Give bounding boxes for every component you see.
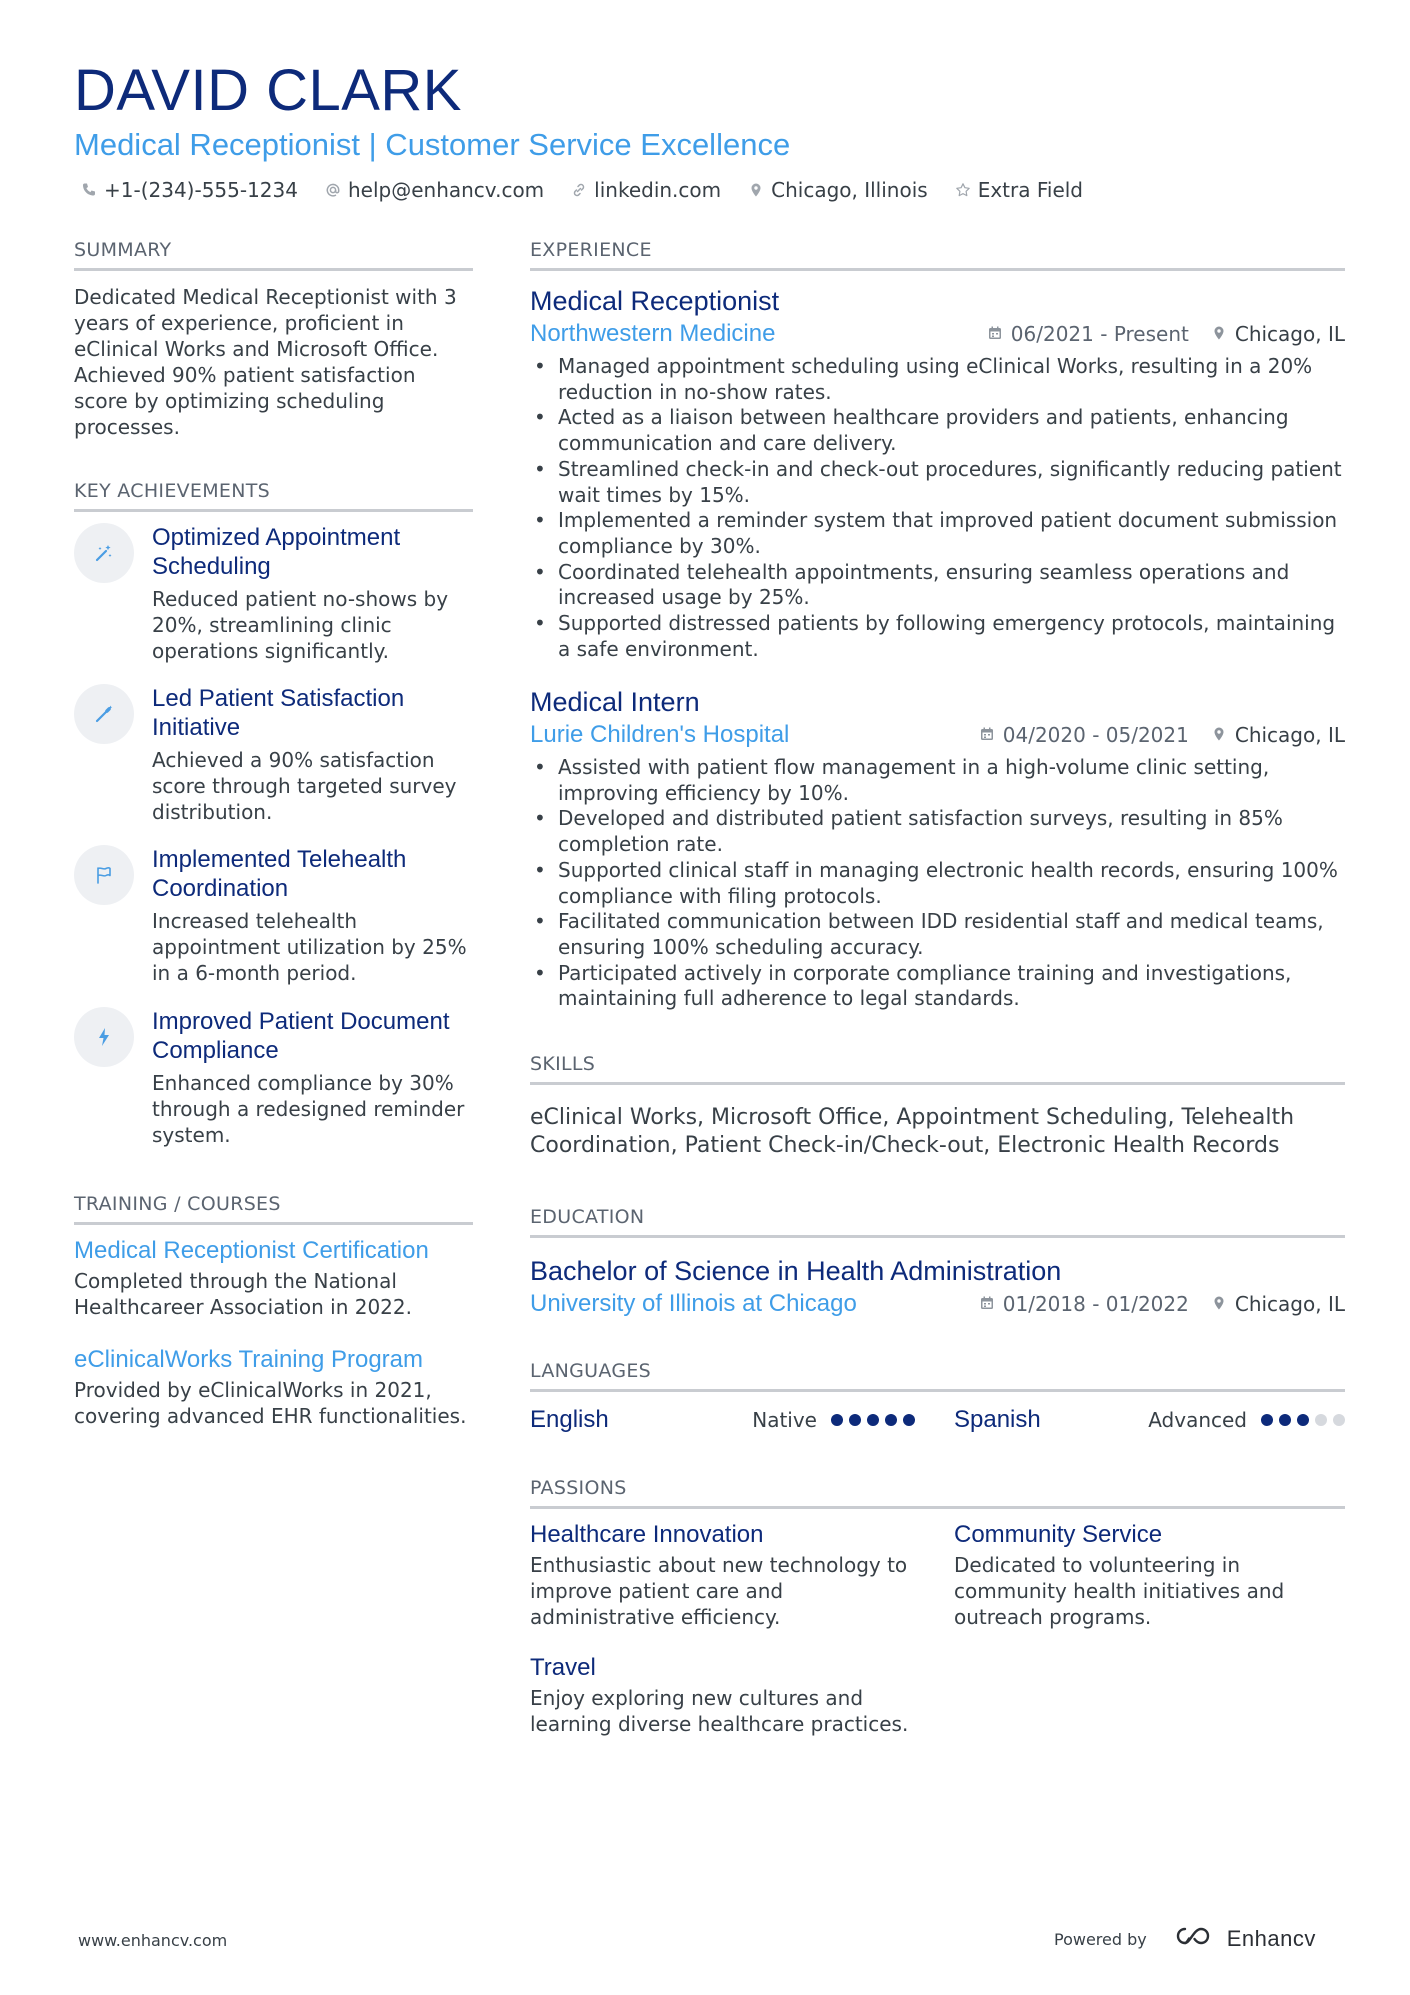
map-pin-icon xyxy=(1211,723,1227,747)
wand-icon xyxy=(74,684,134,744)
bullet-item: • Implemented a reminder system that improved patient document submission compliance by 30%. xyxy=(530,508,1345,559)
star-icon xyxy=(954,181,972,199)
rating-dot-filled xyxy=(1261,1414,1273,1426)
location-text: Chicago, Illinois xyxy=(771,178,928,202)
achievement-item xyxy=(74,523,473,664)
bullet-item: • Participated actively in corporate compliance training and investigations, maintaining full adherence to legal standards. xyxy=(530,961,1345,1012)
achievement-item xyxy=(74,684,473,825)
experience-entry xyxy=(530,285,1345,662)
rating-dot-filled xyxy=(885,1414,897,1426)
passion-item xyxy=(530,1520,915,1630)
passions-heading: PASSIONS xyxy=(530,1477,1345,1509)
calendar-icon xyxy=(979,1292,995,1316)
course-desc: Completed through the National Healthcareer Association in 2022. xyxy=(74,1269,412,1319)
achievement-title: Optimized Appointment Scheduling xyxy=(152,524,401,580)
education-entry xyxy=(530,1255,1345,1318)
rating-dot-empty xyxy=(1333,1414,1345,1426)
achievement-item xyxy=(74,845,473,986)
bullet-item: • Assisted with patient flow management in a high-volume clinic setting, improving efficiency by 10%. xyxy=(530,755,1345,806)
education-location: Chicago, IL xyxy=(1234,1292,1345,1316)
job-dates: 04/2020 - 05/2021 xyxy=(1002,723,1189,747)
skills-heading: SKILLS xyxy=(530,1053,1345,1085)
bullet-item: • Supported distressed patients by following emergency protocols, maintaining a safe environment. xyxy=(530,611,1345,662)
job-bullets xyxy=(530,354,1345,662)
extra-text: Extra Field xyxy=(977,178,1083,202)
language-rating xyxy=(831,1414,915,1426)
map-pin-icon xyxy=(1211,1292,1227,1316)
infinity-logo-icon xyxy=(1173,1924,1219,1954)
bullet-item: • Coordinated telehealth appointments, ensuring seamless operations and increased usage by 25%. xyxy=(530,560,1345,611)
at-icon xyxy=(324,181,342,199)
candidate-headline: Medical Receptionist | Customer Service Excellence xyxy=(74,127,791,162)
phone-text: +1-(234)-555-1234 xyxy=(104,178,298,202)
training-item xyxy=(74,1236,473,1320)
course-title: eClinicalWorks Training Program xyxy=(74,1346,424,1373)
phone-icon xyxy=(80,181,98,199)
achievement-desc: Achieved a 90% satisfaction score through targeted survey distribution. xyxy=(152,748,457,824)
map-pin-icon xyxy=(1211,322,1227,346)
course-title: Medical Receptionist Certification xyxy=(74,1237,429,1264)
training-heading: TRAINING / COURSES xyxy=(74,1193,473,1225)
bullet-item: • Acted as a liaison between healthcare providers and patients, enhancing communication and care delivery. xyxy=(530,405,1345,456)
bullet-item: • Streamlined check-in and check-out procedures, significantly reducing patient wait times by 15%. xyxy=(530,457,1345,508)
achievement-title: Improved Patient Document Compliance xyxy=(152,1008,450,1064)
footer-url[interactable]: www.enhancv.com xyxy=(78,1931,228,1950)
bullet-item: • Supported clinical staff in managing electronic health records, ensuring 100% compliance with filing protocols. xyxy=(530,858,1345,909)
magic-wand-icon xyxy=(74,523,134,583)
powered-by-text: Powered by xyxy=(1054,1929,1147,1949)
contact-extra xyxy=(954,178,1083,202)
experience-entry xyxy=(530,686,1345,1012)
calendar-icon xyxy=(979,723,995,747)
passion-item xyxy=(530,1653,915,1737)
rating-dot-filled xyxy=(903,1414,915,1426)
job-location: Chicago, IL xyxy=(1234,723,1345,747)
degree-title: Bachelor of Science in Health Administration xyxy=(530,1256,1062,1286)
passion-desc: Dedicated to volunteering in community health initiatives and outreach programs. xyxy=(954,1553,1285,1629)
education-heading: EDUCATION xyxy=(530,1206,1345,1238)
achievement-item xyxy=(74,1007,473,1148)
linkedin-text: linkedin.com xyxy=(594,178,722,202)
job-location: Chicago, IL xyxy=(1234,322,1345,346)
candidate-name: DAVID CLARK xyxy=(74,58,462,123)
brand-name: Enhancv xyxy=(1226,1926,1316,1951)
job-title: Medical Intern xyxy=(530,687,700,717)
contact-linkedin[interactable] xyxy=(570,178,721,202)
passion-title: Healthcare Innovation xyxy=(530,1521,764,1548)
language-item xyxy=(954,1406,1345,1434)
contact-bar xyxy=(80,178,1083,202)
rating-dot-filled xyxy=(849,1414,861,1426)
map-pin-icon xyxy=(747,181,765,199)
bullet-item: • Managed appointment scheduling using eClinical Works, resulting in a 20% reduction in no-show rates. xyxy=(530,354,1345,405)
achievements-heading: KEY ACHIEVEMENTS xyxy=(74,480,473,512)
link-icon xyxy=(570,181,588,199)
flag-icon xyxy=(74,845,134,905)
achievement-title: Implemented Telehealth Coordination xyxy=(152,846,407,902)
language-rating xyxy=(1261,1414,1345,1426)
rating-dot-filled xyxy=(1279,1414,1291,1426)
language-level: Native xyxy=(752,1408,817,1432)
education-dates: 01/2018 - 01/2022 xyxy=(1002,1292,1189,1316)
passion-item xyxy=(954,1520,1345,1630)
language-name: English xyxy=(530,1406,609,1433)
training-item xyxy=(74,1345,473,1429)
job-dates: 06/2021 - Present xyxy=(1010,322,1189,346)
summary-text: Dedicated Medical Receptionist with 3 years of experience, proficient in eClinical Works and Microsoft Office. Achieved 90% patient satisfaction score by optimizing scheduling processes. xyxy=(74,285,457,439)
bullet-item: • Facilitated communication between IDD residential staff and medical teams, ensuring 100% scheduling accuracy. xyxy=(530,909,1345,960)
rating-dot-filled xyxy=(867,1414,879,1426)
passion-title: Travel xyxy=(530,1654,596,1681)
school-name: University of Illinois at Chicago xyxy=(530,1290,857,1317)
passion-desc: Enjoy exploring new cultures and learning diverse healthcare practices. xyxy=(530,1686,909,1736)
job-title: Medical Receptionist xyxy=(530,286,780,316)
email-text: help@enhancv.com xyxy=(347,178,545,202)
languages-heading: LANGUAGES xyxy=(530,1360,1345,1392)
contact-phone[interactable] xyxy=(80,178,298,202)
job-bullets xyxy=(530,755,1345,1012)
calendar-icon xyxy=(987,322,1003,346)
brand-logo[interactable] xyxy=(1173,1924,1316,1954)
bullet-item: • Developed and distributed patient satisfaction surveys, resulting in 85% completion rate. xyxy=(530,806,1345,857)
rating-dot-empty xyxy=(1315,1414,1327,1426)
language-level: Advanced xyxy=(1148,1408,1247,1432)
passion-title: Community Service xyxy=(954,1521,1163,1548)
achievement-title: Led Patient Satisfaction Initiative xyxy=(152,685,405,741)
company-name: Northwestern Medicine xyxy=(530,320,776,347)
passion-desc: Enthusiastic about new technology to improve patient care and administrative efficiency. xyxy=(530,1553,908,1629)
skills-text: eClinical Works, Microsoft Office, Appointment Scheduling, Telehealth Coordination, Patient Check-in/Check-out, Electronic Health Records xyxy=(530,1105,1295,1158)
lightning-icon xyxy=(74,1007,134,1067)
achievement-desc: Increased telehealth appointment utilization by 25% in a 6-month period. xyxy=(152,909,467,985)
contact-email[interactable] xyxy=(324,178,544,202)
language-name: Spanish xyxy=(954,1406,1041,1433)
company-name: Lurie Children's Hospital xyxy=(530,721,790,748)
footer-branding xyxy=(1054,1924,1316,1954)
rating-dot-filled xyxy=(831,1414,843,1426)
achievement-desc: Reduced patient no-shows by 20%, streamlining clinic operations significantly. xyxy=(152,587,449,663)
summary-heading: SUMMARY xyxy=(74,239,473,271)
course-desc: Provided by eClinicalWorks in 2021, covering advanced EHR functionalities. xyxy=(74,1378,467,1428)
language-item xyxy=(530,1406,915,1434)
experience-heading: EXPERIENCE xyxy=(530,239,1345,271)
contact-location xyxy=(747,178,928,202)
rating-dot-filled xyxy=(1297,1414,1309,1426)
achievement-desc: Enhanced compliance by 30% through a redesigned reminder system. xyxy=(152,1071,465,1147)
